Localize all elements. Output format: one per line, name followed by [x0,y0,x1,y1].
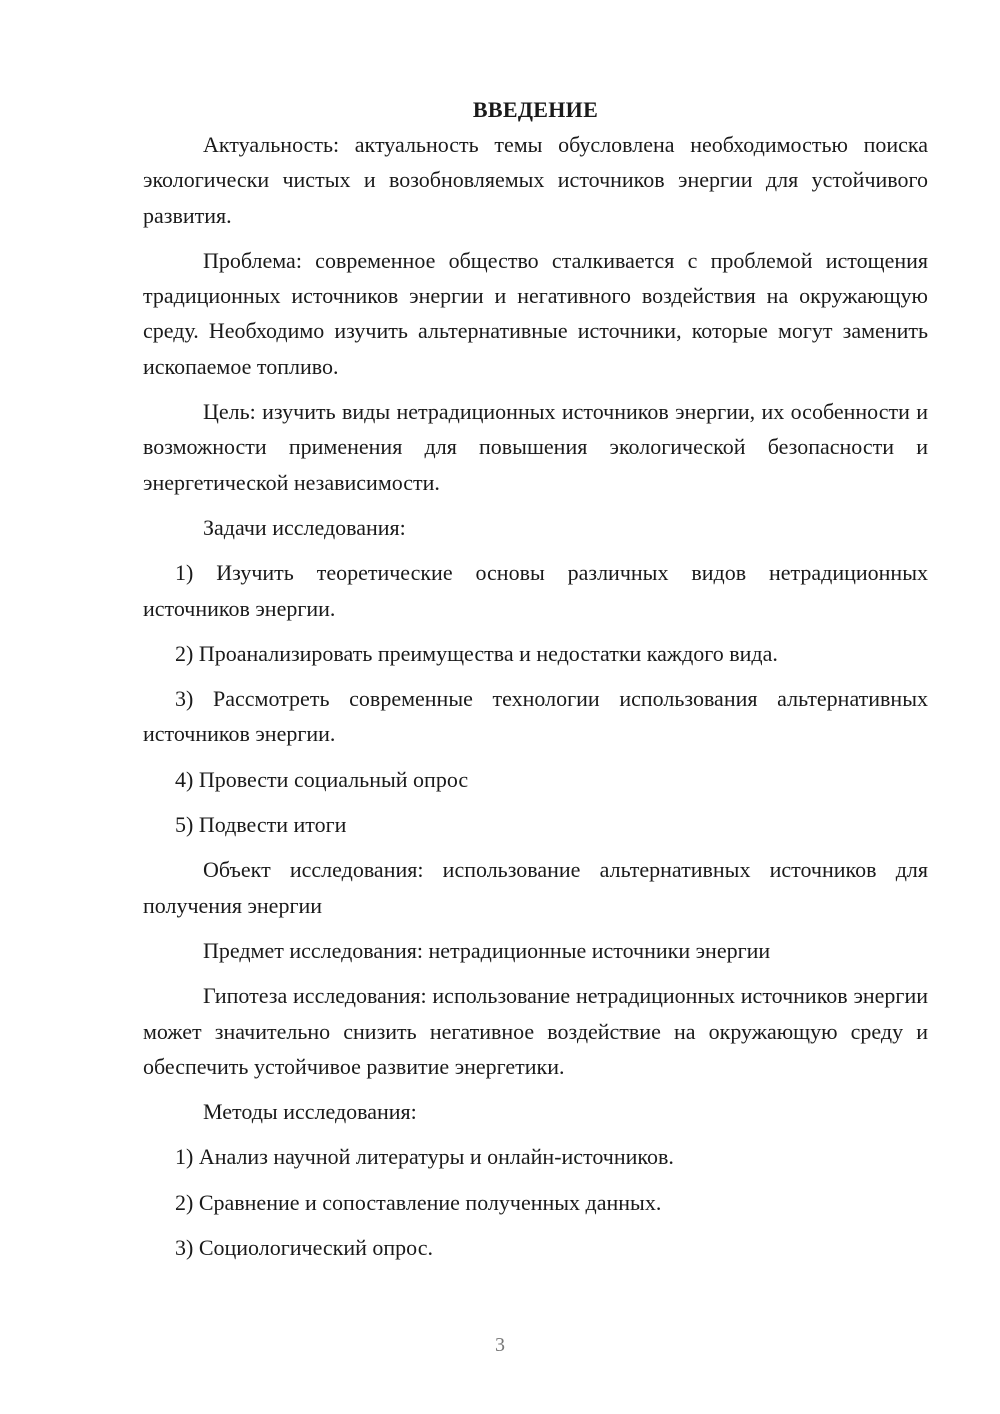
task-item-4: 4) Провести социальный опрос [175,766,469,792]
task-item-3: 3) Рассмотреть современные технологии использования альтернативных источников энергии. [143,686,928,747]
task-item-2: 2) Проанализировать преимущества и недостатки каждого вида. [175,640,778,666]
method-item-2: 2) Сравнение и сопоставление полученных данных. [175,1189,662,1215]
document-page [143,92,928,1275]
method-item-1: 1) Анализ научной литературы и онлайн-источников. [175,1144,674,1170]
hypothesis-paragraph: Гипотеза исследования: использование нетрадиционных источников энергии может значительно снизить негативное воздействие на окружающую среду и обеспечить устойчивое развитие энергетики. [143,983,928,1079]
problem-paragraph: Проблема: современное общество сталкивается с проблемой истощения традиционных источников энергии и негативного воздействия на окружающую среду. Необходимо изучить альтернативные источники, которые могут заменить ископаемое топливо. [143,247,928,379]
method-item-3: 3) Социологический опрос. [175,1235,433,1261]
task-item-5: 5) Подвести итоги [175,812,347,838]
section-title: ВВЕДЕНИЕ [472,97,599,122]
subject-paragraph: Предмет исследования: нетрадиционные источники энергии [203,937,771,963]
relevance-paragraph: Актуальность: актуальность темы обусловлена необходимостью поиска экологически чистых и возобновляемых источников энергии для устойчивого развития. [143,132,928,228]
page-number: 3 [495,1334,505,1356]
task-item-1: 1) Изучить теоретические основы различных видов нетрадиционных источников энергии. [143,560,928,621]
tasks-heading: Задачи исследования: [203,514,406,540]
goal-paragraph: Цель: изучить виды нетрадиционных источников энергии, их особенности и возможности применения для повышения экологической безопасности и энергетической независимости. [143,399,928,495]
methods-heading: Методы исследования: [203,1099,417,1125]
object-paragraph: Объект исследования: использование альтернативных источников для получения энергии [143,857,928,918]
